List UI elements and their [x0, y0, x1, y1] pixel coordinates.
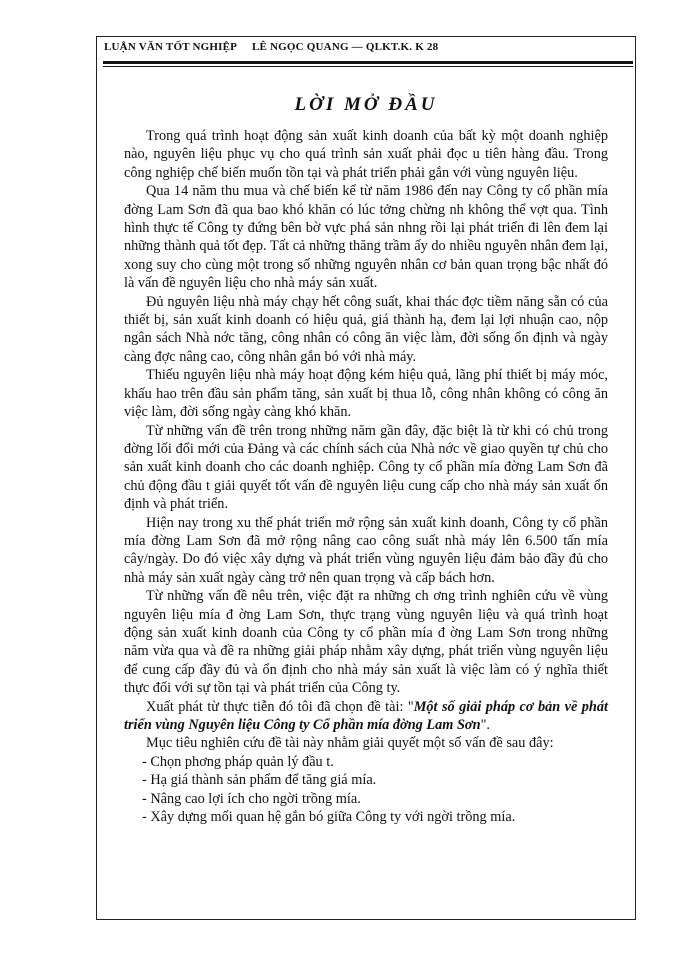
page-title: LỜI MỞ ĐẦU: [294, 94, 438, 115]
objective-item: - Nâng cao lợi ích cho ngời trồng mía.: [142, 790, 361, 807]
header-thesis-label: LUẬN VĂN TỐT NGHIỆP: [104, 41, 238, 53]
paragraph: Từ những vấn đề nêu trên, việc đặt ra những ch ơng trình nghiên cứu về vùng nguyên liệu mía đ ờng Lam Sơn, thực trạng vùng nguyên liệu và quá trình hoạt động sản xuất kinh doanh của Công ty cổ phần mía đ ờng Lam Sơn trong những năm vừa qua và đề ra những giải pháp nhằm xây dựng, phát triển vùng nguyên liệu để cung cấp đầy đủ và ổn định cho nhà máy sản xuất là việc làm có ý nghĩa thiết thực đối với sự tồn tại và phát triển của Công ty.: [124, 588, 608, 697]
paragraph: Hiện nay trong xu thế phát triển mở rộng sản xuất kinh doanh, Công ty cổ phần mía đờng Lam Sơn đã mở rộng nâng cao công suất nhà máy lên 6.500 tấn mía cây/ngày. Do đó việc xây dựng và phát triển vùng nguyên liệu đảm bảo đầy đủ cho nhà máy sản xuất ngày càng trở nên quan trọng và cấp bách hơn.: [124, 514, 608, 586]
header-rule-thick: [103, 61, 633, 64]
running-header: [104, 41, 634, 59]
objectives-intro: Mục tiêu nghiên cứu đề tài này nhằm giải quyết một số vấn đề sau đây:: [146, 735, 554, 752]
paragraph: Thiếu nguyên liệu nhà máy hoạt động kém hiệu quả, lãng phí thiết bị máy móc, khấu hao trên đầu sản phẩm tăng, sản xuất bị thua lỗ, công nhân không có công ăn việc làm, đời sống ngày càng khó khăn.: [124, 367, 608, 421]
header-author-label: LÊ NGỌC QUANG — QLKT.K. K 28: [252, 41, 439, 53]
topic-paragraph: [124, 698, 608, 735]
paragraph: Từ những vấn đề trên trong những năm gần đây, đặc biệt là từ khi có chủ trong đờng lối đổi mới của Đảng và các chính sách của Nhà nớc về giao quyền tự chủ cho sản xuất kinh doanh cho các doanh nghiệp. Công ty cổ phần mía đờng Lam Sơn đã chủ động đầu t giải quyết tốt vấn đề nguyên liệu cung cấp cho nhà máy sản xuất ổn định và phát triển.: [124, 422, 608, 513]
topic-prefix: Xuất phát từ thực tiễn đó tôi đã chọn đề tài: ": [146, 698, 414, 715]
header-rule-thin: [103, 66, 633, 67]
topic-title: Một số giải pháp cơ bản về phát triển vùng Nguyên liệu Công ty Cổ phần mía đờng Lam Sơn: [124, 698, 608, 733]
objective-item: - Hạ giá thành sản phẩm để tăng giá mía.: [142, 772, 377, 789]
paragraph: Trong quá trình hoạt động sản xuất kinh doanh của bất kỳ một doanh nghiệp nào, nguyên liệu phục vụ cho quá trình sản xuất phải đọc u tiên hàng đầu. Trong công nghiệp chế biến muốn tồn tại và phát triển phải gắn với vùng nguyên liệu.: [124, 128, 608, 181]
paragraph: Đủ nguyên liệu nhà máy chạy hết công suất, khai thác đợc tiềm năng sẵn có của thiết bị, sản xuất kinh doanh có hiệu quả, giá thành hạ, đem lại lợi nhuận cao, nộp ngân sách Nhà nớc tăng, công nhân có công ăn việc làm, đời sống ổn định và ngày càng đợc nâng cao, công nhân gắn bó với nhà máy.: [124, 293, 608, 365]
paragraph: Qua 14 năm thu mua và chế biến kể từ năm 1986 đến nay Công ty cổ phần mía đờng Lam Sơn đã qua bao khó khăn có lúc tởng chừng nh không thể vợt qua. Tình hình thực tế Công ty đứng bên bờ vực phá sản nhng rồi lại phát triển đi lên đem lại những thành quả tốt đẹp. Tất cả những thăng trầm ấy do nhiều nguyên nhân đem lại, xong suy cho cùng một trong số những nguyên nhân cơ bản quan trọng bậc nhất đó là vấn đề nguyên liệu cho nhà máy sản xuất.: [124, 183, 608, 292]
objective-item: - Xây dựng mối quan hệ gắn bó giữa Công ty với ngời trồng mía.: [142, 809, 516, 826]
objective-item: - Chọn phơng pháp quản lý đầu t.: [142, 753, 334, 770]
document-body: [124, 127, 608, 826]
topic-suffix: ".: [480, 717, 490, 733]
